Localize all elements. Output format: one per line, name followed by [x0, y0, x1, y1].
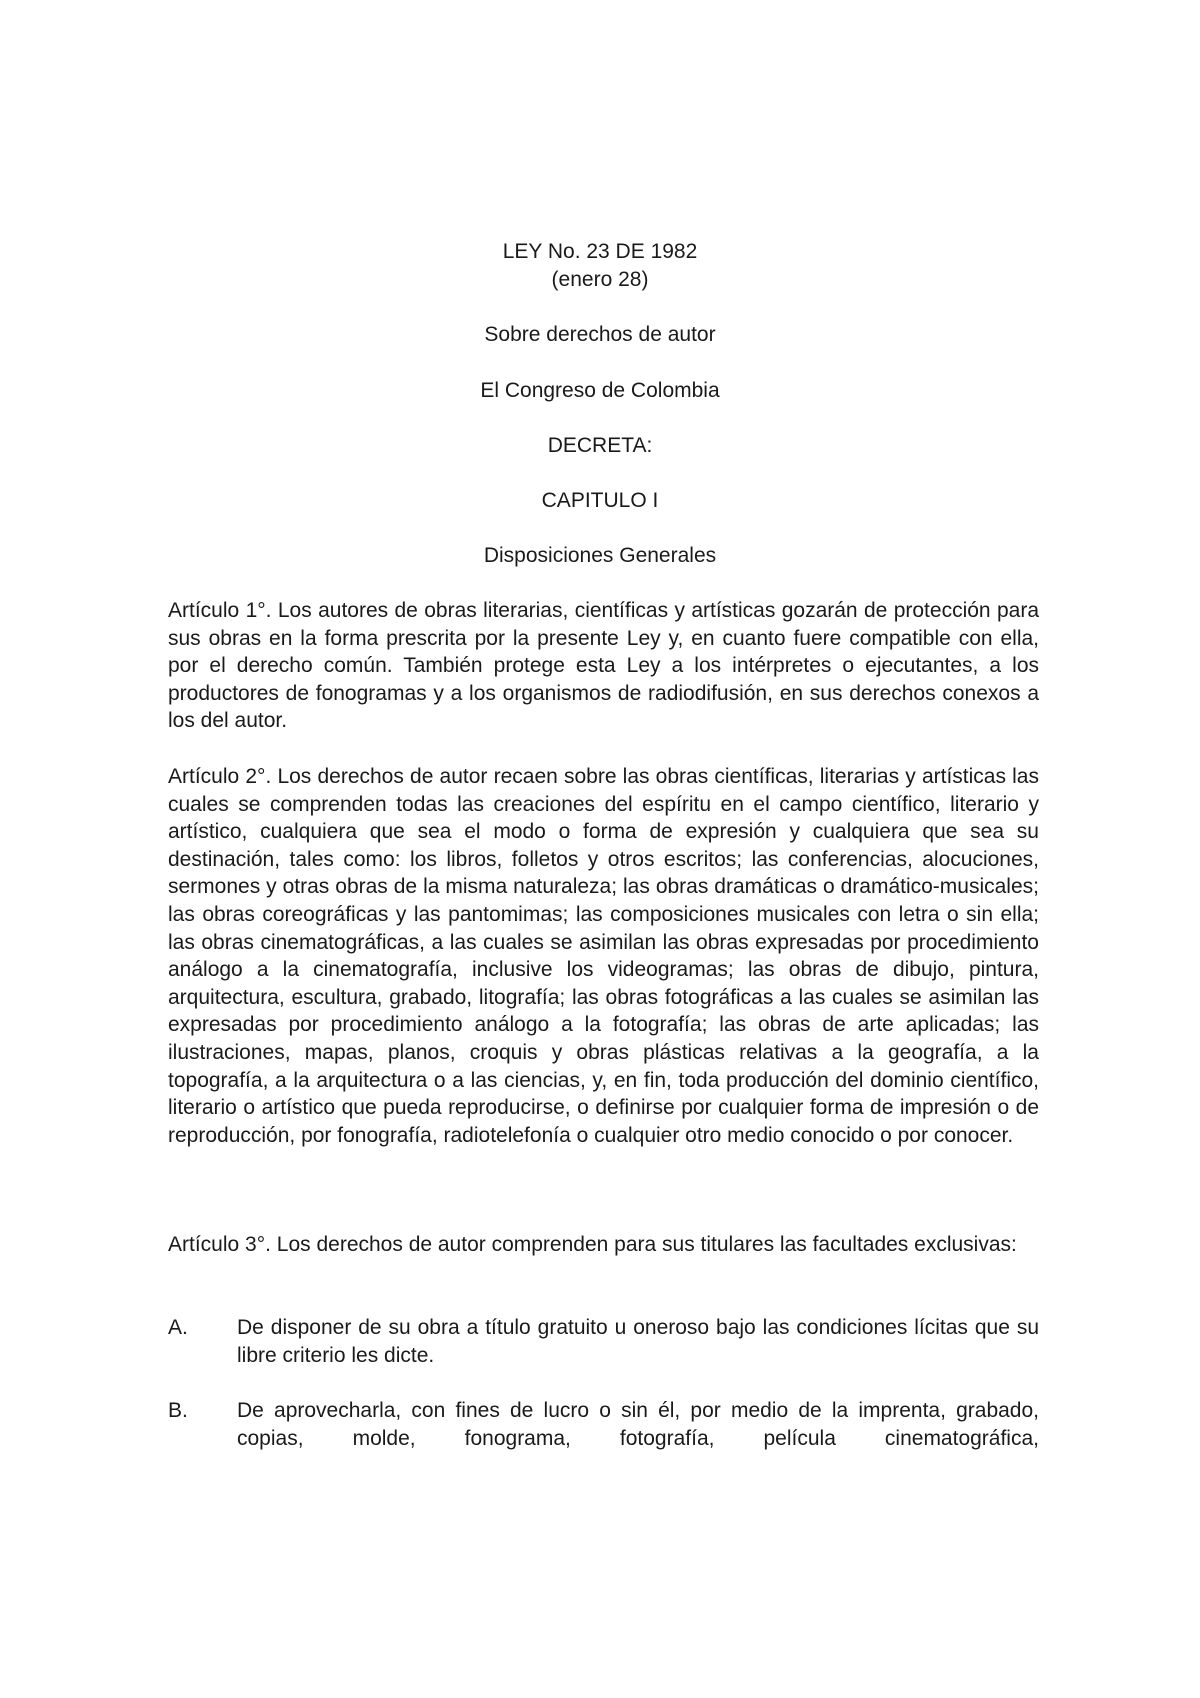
law-subject: Sobre derechos de autor: [484, 323, 716, 346]
list-item-text: De aprovecharla, con fines de lucro o sin él, por medio de la imprenta, grabado, copias, molde, fonograma, fotografía, película cinematográfica,: [237, 1399, 1039, 1450]
article-3: Artículo 3°. Los derechos de autor comprenden para sus titulares las facultades exclusivas:: [168, 1233, 1017, 1256]
list-item-text: De disponer de su obra a título gratuito u oneroso bajo las condiciones lícitas que su libre criterio les dicte.: [237, 1316, 1039, 1367]
list-item-letter: B.: [168, 1399, 188, 1422]
list-item-letter: A.: [168, 1316, 188, 1339]
law-title: LEY No. 23 DE 1982: [502, 240, 698, 263]
decree-heading: DECRETA:: [547, 434, 653, 457]
article-2: Artículo 2°. Los derechos de autor recaen sobre las obras científicas, literarias y artísticas las cuales se comprenden todas las creaciones del espíritu en el campo científico, literario y artístico, cualquiera que sea el modo o forma de expresión y cualquiera que sea su destinación, tales como: los libros, folletos y otros escritos; las conferencias, alocuciones, sermones y otras obras de la misma naturaleza; las obras dramáticas o dramático-musicales; las obras coreográficas y las pantomimas; las composiciones musicales con letra o sin ella; las obras cinematográficas, a las cuales se asimilan las obras expresadas por procedimiento análogo a la cinematografía, inclusive los videogramas; las obras de dibujo, pintura, arquitectura, escultura, grabado, litografía; las obras fotográficas a las cuales se asimilan las expresadas por procedimiento análogo a la fotografía; las obras de arte aplicadas; las ilustraciones, mapas, planos, croquis y obras plásticas relativas a la geografía, a la topografía, a la arquitectura o a las ciencias, y, en fin, toda producción del dominio científico, literario o artístico que pueda reproducirse, o definirse por cualquier forma de impresión o de reproducción, por fonografía, radiotelefonía o cualquier otro medio conocido o por conocer.: [168, 765, 1039, 1147]
article-1: Artículo 1°. Los autores de obras literarias, científicas y artísticas gozarán de protección para sus obras en la forma prescrita por la presente Ley y, en cuanto fuere compatible con ella, por el derecho común. También protege esta Ley a los intérpretes o ejecutantes, a los productores de fonogramas y a los organismos de radiodifusión, en sus derechos conexos a los del autor.: [168, 599, 1039, 733]
chapter-heading: CAPITULO I: [541, 489, 659, 512]
law-issuer: El Congreso de Colombia: [480, 379, 720, 402]
law-date: (enero 28): [551, 268, 649, 291]
chapter-title: Disposiciones Generales: [483, 544, 717, 567]
